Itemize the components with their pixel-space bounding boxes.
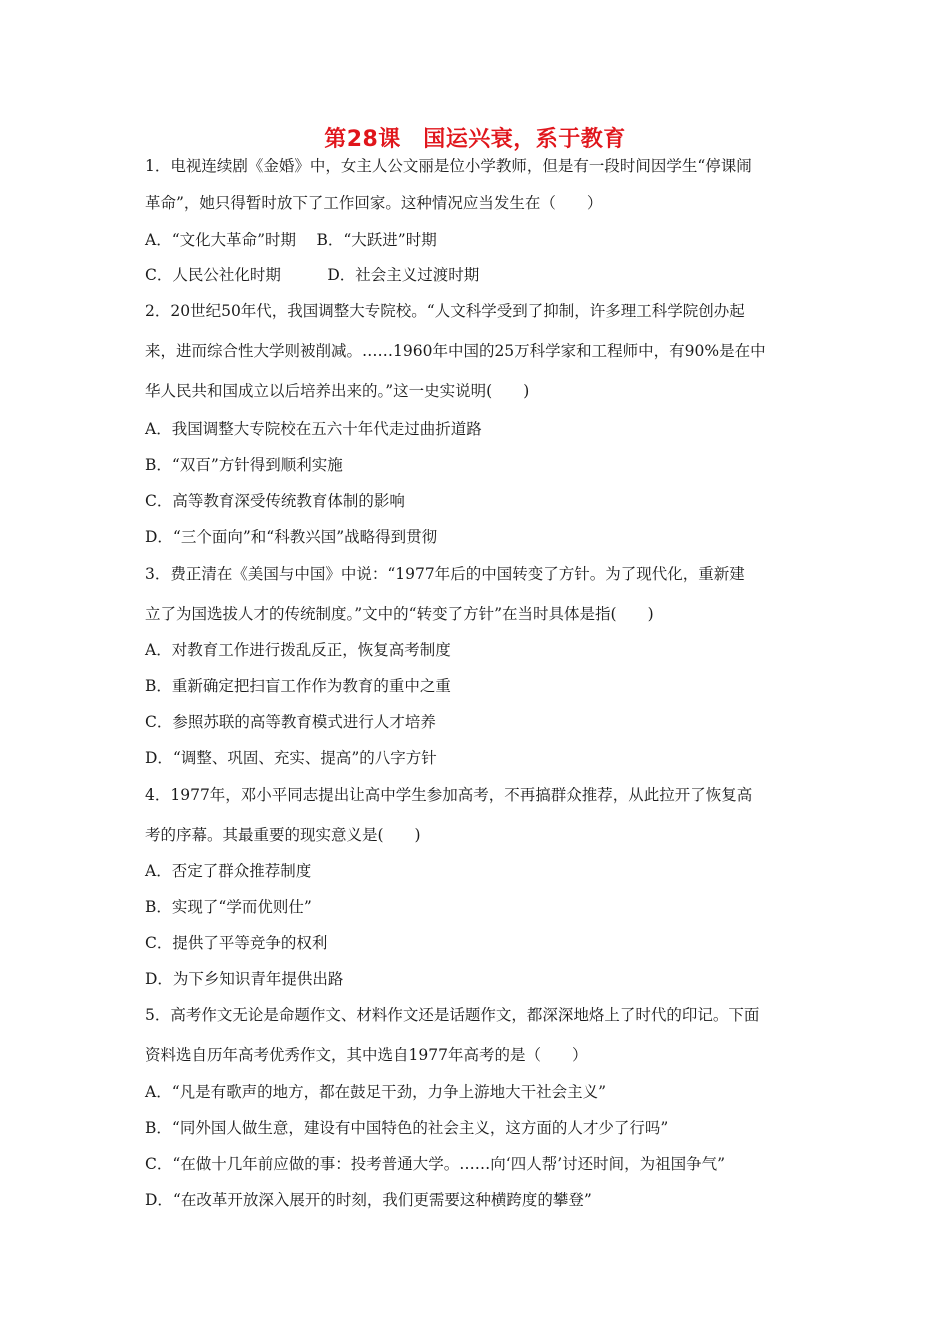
question-4-option-d: D．为下乡知识青年提供出路 bbox=[145, 970, 344, 988]
question-5-line-2: 资料选自历年高考优秀作文，其中选自1977年高考的是（ ） bbox=[145, 1046, 588, 1064]
question-5-option-a: A．“凡是有歌声的地方，都在鼓足干劲，力争上游地大干社会主义” bbox=[145, 1083, 607, 1101]
question-2-line-1: 2．20世纪50年代，我国调整大专院校。“人文科学受到了抑制，许多理工科学院创办起 bbox=[145, 302, 745, 320]
question-1-line-1: 1．电视连续剧《金婚》中，女主人公文丽是位小学教师，但是有一段时间因学生“停课闹 bbox=[145, 157, 752, 175]
question-4-option-b: B．实现了“学而优则仕” bbox=[145, 898, 312, 916]
question-3-option-b: B．重新确定把扫盲工作作为教育的重中之重 bbox=[145, 677, 451, 695]
question-5-option-b: B．“同外国人做生意，建设有中国特色的社会主义，这方面的人才少了行吗” bbox=[145, 1119, 669, 1137]
question-5-option-c: C．“在做十几年前应做的事：投考普通大学。……向‘四人帮’讨还时间，为祖国争气” bbox=[145, 1155, 726, 1173]
page-title: 第28课 国运兴衰，系于教育 bbox=[324, 127, 626, 152]
question-4-option-a: A．否定了群众推荐制度 bbox=[145, 862, 312, 880]
question-3-option-c: C．参照苏联的高等教育模式进行人才培养 bbox=[145, 713, 436, 731]
question-2-line-3: 华人民共和国成立以后培养出来的。”这一史实说明( ) bbox=[145, 382, 530, 400]
question-1-options-ab: A．“文化大革命”时期 B．“大跃进”时期 bbox=[145, 231, 437, 249]
question-2-option-c: C．高等教育深受传统教育体制的影响 bbox=[145, 492, 405, 510]
question-4-option-c: C．提供了平等竞争的权利 bbox=[145, 934, 328, 952]
question-1-options-cd: C．人民公社化时期 D．社会主义过渡时期 bbox=[145, 266, 480, 284]
question-2-option-d: D．“三个面向”和“科教兴国”战略得到贯彻 bbox=[145, 528, 438, 546]
question-2-option-b: B．“双百”方针得到顺利实施 bbox=[145, 456, 343, 474]
question-3-option-a: A．对教育工作进行拨乱反正，恢复高考制度 bbox=[145, 641, 451, 659]
question-3-line-1: 3．费正清在《美国与中国》中说：“1977年后的中国转变了方针。为了现代化，重新建 bbox=[145, 565, 745, 583]
question-5-option-d: D．“在改革开放深入展开的时刻，我们更需要这种横跨度的攀登” bbox=[145, 1191, 592, 1209]
question-5-line-1: 5．高考作文无论是命题作文、材料作文还是话题作文，都深深地烙上了时代的印记。下面 bbox=[145, 1006, 760, 1024]
question-4-line-2: 考的序幕。其最重要的现实意义是( ) bbox=[145, 826, 421, 844]
question-1-line-2: 革命”，她只得暂时放下了工作回家。这种情况应当发生在（ ） bbox=[145, 194, 603, 212]
question-4-line-1: 4．1977年，邓小平同志提出让高中学生参加高考，不再搞群众推荐，从此拉开了恢复高 bbox=[145, 786, 753, 804]
question-2-line-2: 来，进而综合性大学则被削减。……1960年中国的25万科学家和工程师中，有90%是在中 bbox=[145, 342, 766, 360]
question-3-option-d: D．“调整、巩固、充实、提高”的八字方针 bbox=[145, 749, 437, 767]
question-2-option-a: A．我国调整大专院校在五六十年代走过曲折道路 bbox=[145, 420, 482, 438]
question-3-line-2: 立了为国选拔人才的传统制度。”文中的“转变了方针”在当时具体是指( ) bbox=[145, 605, 654, 623]
